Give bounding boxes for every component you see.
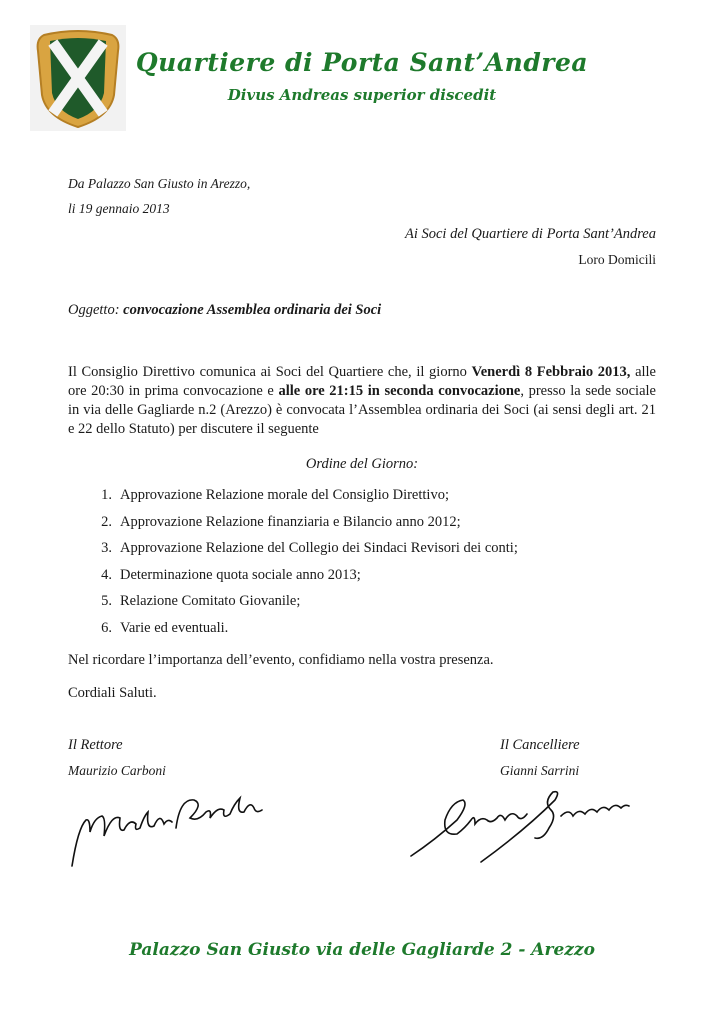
cancelliere-role: Il Cancelliere (500, 737, 580, 753)
agenda-title: Ordine del Giorno: (305, 456, 419, 472)
letter-greeting: Cordiali Saluti. (68, 685, 157, 701)
agenda-item: 4. Determinazione quota sociale anno 2013; (101, 566, 361, 583)
letter-closing: Nel ricordare l’importanza dell’evento, confidiamo nella vostra presenza. (68, 652, 494, 668)
agenda-item: 2. Approvazione Relazione finanziaria e Bilancio anno 2012; (101, 513, 461, 530)
subject-text: convocazione Assemblea ordinaria dei Soci (123, 302, 382, 318)
rettore-signature (64, 788, 274, 873)
crest-logo (30, 25, 126, 131)
body-text-1: Il Consiglio Direttivo comunica ai Soci del Quartiere che, il giorno (68, 364, 472, 380)
body-bold-date: Venerdì 8 Febbraio 2013, (471, 364, 631, 380)
letter-recipient-address: Loro Domicili (578, 252, 656, 267)
subject-label: Oggetto: (68, 302, 120, 318)
body-bold-time: alle ore 21:15 in seconda convocazione (278, 383, 521, 399)
agenda-list (68, 487, 656, 647)
body-text-3: , presso la sede sociale in via delle Gagliarde n.2 (Arezzo) è convocata l’Assemblea ordinaria dei Soci (ai sensi degli art. 21 e 22 dello Statuto) per discutere il seguente (68, 383, 656, 437)
letter-subject (68, 302, 381, 319)
rettore-name: Maurizio Carboni (68, 763, 166, 778)
cancelliere-signature (405, 780, 635, 865)
header-motto: Divus Andreas superior discedit (227, 86, 497, 104)
agenda-item: 6. Varie ed eventuali. (101, 619, 229, 636)
letter-place: Da Palazzo San Giusto in Arezzo, (68, 176, 251, 191)
letter-recipient: Ai Soci del Quartiere di Porta Sant’Andrea (404, 226, 656, 242)
agenda-item: 3. Approvazione Relazione del Collegio dei Sindaci Revisori dei conti; (101, 540, 518, 557)
cancelliere-name: Gianni Sarrini (500, 763, 580, 778)
agenda-item: 5. Relazione Comitato Giovanile; (101, 593, 301, 610)
letter-body (68, 363, 656, 439)
agenda-item: 1. Approvazione Relazione morale del Consiglio Direttivo; (101, 487, 449, 503)
letter-date: li 19 gennaio 2013 (68, 201, 170, 216)
body-text-2: alle ore 20:30 in prima convocazione e (68, 364, 656, 399)
rettore-role: Il Rettore (68, 737, 123, 753)
header-title: Quartiere di Porta Sant’Andrea (135, 48, 589, 77)
footer-address: Palazzo San Giusto via delle Gagliarde 2 - Arezzo (129, 940, 595, 960)
